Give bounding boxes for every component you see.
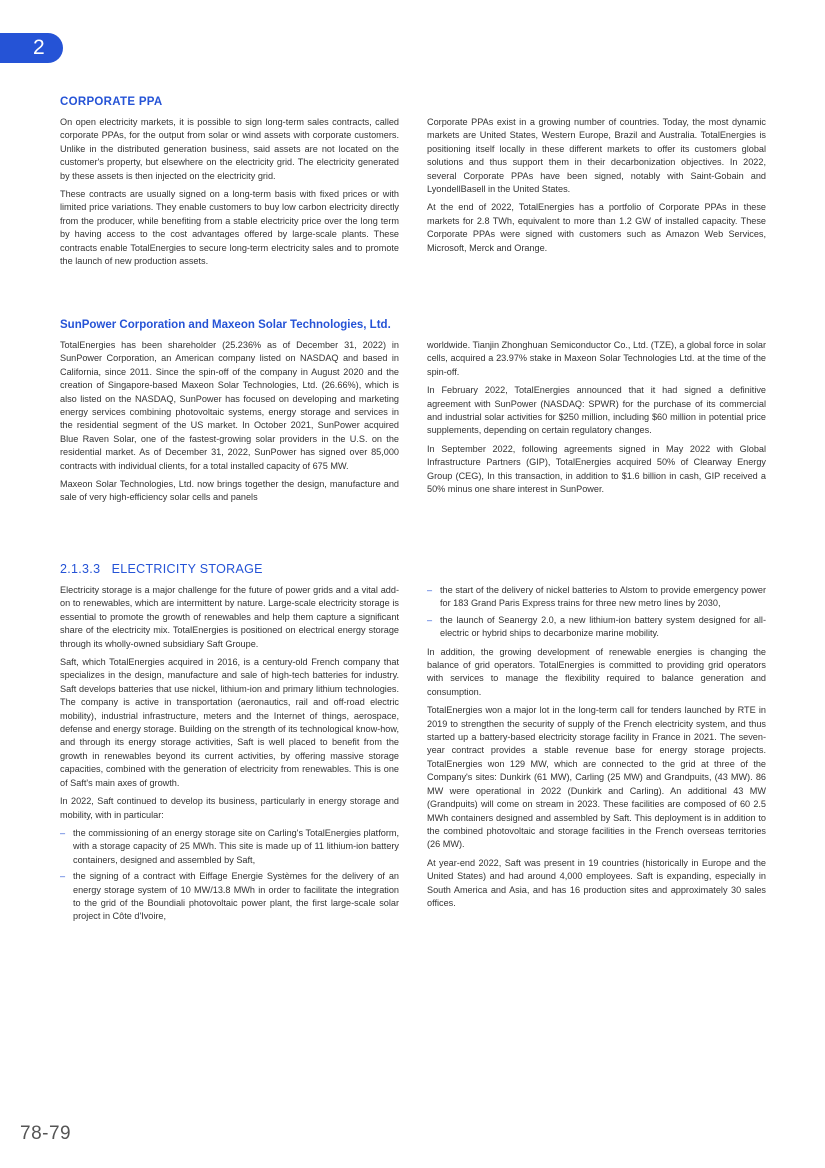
chapter-number: 2 <box>33 36 45 59</box>
paragraph: At the end of 2022, TotalEnergies has a portfolio of Corporate PPAs in these markets for 2.8 TWh, equivalent to more than 1.2 GW of installed capacity. These Corporate PPAs were signed with customers such as Amazon Web Services, Microsoft, Merck and Orange. <box>427 202 766 253</box>
list-item-text: the signing of a contract with Eiffage Energie Systèmes for the delivery of an energy storage system of 10 MW/13.8 MWh in order to facilitate the integration to the grid of the Boundiali photovoltaic power plant, the first large-scale solar project in Côte d'Ivoire, <box>73 871 399 922</box>
list-item <box>427 584 766 611</box>
corporate-ppa-left-column <box>60 116 399 273</box>
sunpower-left-column <box>60 339 399 510</box>
paragraph: TotalEnergies has been shareholder (25.236% as of December 31, 2022) in SunPower Corporation, an American company listed on NASDAQ and based in California, since 2011. Since the spin-off of the company in August 2020 and the creation of Singapore-based Maxeon Solar Technologies, Ltd. (26.66%), which is also listed on the NASDAQ, SunPower has focused on developing and marketing energy services combining photovoltaic systems, energy storage and services in the residential segment of the US market. In October 2021, SunPower acquired Blue Raven Solar, one of the fastest-growing solar providers in the U.S. on the residential market. As of December 31, 2022, SunPower has signed over 85,000 contracts with individual clients, for a total installed capacity of 675 MW. <box>60 340 399 471</box>
paragraph: In addition, the growing development of renewable energies is changing the balance of grid operators. TotalEnergies is committed to providing grid operators with services to manage the flexibility required to balance generation and consumption. <box>427 646 766 697</box>
list-item <box>60 870 399 924</box>
paragraph: TotalEnergies won a major lot in the long-term call for tenders launched by RTE in 2019 to strengthen the security of supply of the French electricity system, and thus started up a battery-based electricity storage facility in France in 2021. The seven-year contract provides a stable revenue base for energy storage projects. TotalEnergies won 129 MW, which are connected to the grid at three of the Company's sites: Dunkirk (61 MW), Carling (25 MW) and Grandpuits, (43 MW). 86 MW were operational in 2022 (Dunkirk and Carling). An additional 43 MW (Grandpuits) will come on stream in 2023. These facilities are composed of 60 2.5 MWh containers designed and assembled by Saft. This deployment is in addition to the combined photovoltaic and storage facilities in the French overseas territories (26 MW). <box>427 705 766 850</box>
electricity-storage-section <box>60 562 766 929</box>
dash-bullet-icon: – <box>427 585 433 595</box>
corporate-ppa-heading: CORPORATE PPA <box>60 96 163 108</box>
paragraph: These contracts are usually signed on a long-term basis with fixed prices or with limited price variations. They enable customers to buy low carbon electricity directly from the producer, while benefiting from a stable electricity price over the long term by having access to the cost advantages offered by large-scale plants. These contracts enable TotalEnergies to secure long-term electricity sales and to promote the launch of new production assets. <box>60 189 399 267</box>
sunpower-heading: SunPower Corporation and Maxeon Solar Technologies, Ltd. <box>60 319 391 331</box>
paragraph: Saft, which TotalEnergies acquired in 2016, is a century-old French company that specializes in the design, manufacture and sale of high-tech batteries for industry. Saft develops batteries that use nickel, lithium-ion and primary lithium technologies. The company is active in transportation (aeronautics, rail and off-road electric mobility), industrial infrastructure, meters and the Internet of things, aerospace, defense and energy storage. Building on the strength of its technological know-how, and through its energy storage activities, Saft is well placed to benefit from the growth in renewables beyond its current activities, by offering massive storage capacities, combined with the generation of electricity from renewables. This is one of Saft's main axes of growth. <box>60 657 399 788</box>
list-item <box>60 827 399 867</box>
electricity-storage-heading: 2.1.3.3 ELECTRICITY STORAGE <box>60 562 263 576</box>
list-item-text: the launch of Seanergy 2.0, a new lithium-ion battery system designed for all-electric or hybrid ships to decarbonize marine mobility. <box>440 614 766 639</box>
paragraph: Corporate PPAs exist in a growing number of countries. Today, the most dynamic markets are United States, Western Europe, Brazil and Australia. TotalEnergies is positioning itself locally in these different markets to offer its customers global solutions and thus support them in their decarbonization objectives. In 2022, several Corporate PPAs have been signed, notably with Saint-Gobain and LyondellBasell in the United States. <box>427 117 766 195</box>
corporate-ppa-right-column <box>427 116 766 273</box>
bullet-list <box>427 584 766 641</box>
sunpower-right-column <box>427 339 766 510</box>
paragraph: Electricity storage is a major challenge for the future of power grids and a vital add-on to renewables, which are intermittent by nature. Large-scale electricity storage is essential to promote the growth of renewables and help them capture a significant share of the electricity mix. TotalEnergies is positioned on electrical energy storage through its wholly-owned subsidiary Saft Groupe. <box>60 585 399 649</box>
paragraph: On open electricity markets, it is possible to sign long-term sales contracts, called corporate PPAs, for the output from solar or wind assets with corporate customers. Unlike in the distributed generation business, said assets are not located on the customer's property, but elsewhere on the electricity grid. The electricity generated by these assets is then injected on the electricity grid. <box>60 117 399 181</box>
dash-bullet-icon: – <box>60 827 66 838</box>
corporate-ppa-section <box>60 96 766 273</box>
page-number: 78-79 <box>20 1123 72 1144</box>
paragraph: In September 2022, following agreements signed in May 2022 with Global Infrastructure Partners (GIP), TotalEnergies acquired 50% of Clearway Energy Group (CEG), In this transaction, in addition to $1.6 billion in cash, GIP received a 50% minus one share interest in SunPower. <box>427 443 766 495</box>
paragraph: At year-end 2022, Saft was present in 19 countries (historically in Europe and the United States) and had around 4,000 employees. Saft is expanding, especially in South America and Asia, and has 16 production sites and approximately 30 sales offices. <box>427 857 766 908</box>
electricity-storage-columns <box>60 584 766 929</box>
list-item <box>427 614 766 641</box>
sunpower-columns <box>60 339 766 510</box>
paragraph: worldwide. Tianjin Zhonghuan Semiconductor Co., Ltd. (TZE), a global force in solar cells, acquired a 23.97% stake in Maxeon Solar Technologies Ltd. at the time of the spin-off. <box>427 340 766 377</box>
list-item-text: the commissioning of an energy storage site on Carling's TotalEnergies platform, with a storage capacity of 25 MWh. This site is made up of 11 lithium-ion battery containers, designed and assembled by Saft, <box>73 827 399 865</box>
dash-bullet-icon: – <box>427 614 433 625</box>
list-item-text: the start of the delivery of nickel batteries to Alstom to provide emergency power for 183 Grand Paris Express trains for three new metro lines by 2030, <box>440 585 766 609</box>
bullet-list <box>60 827 399 924</box>
paragraph: Maxeon Solar Technologies, Ltd. now brings together the design, manufacture and sale of very high-efficiency solar cells and panels <box>60 479 399 503</box>
corporate-ppa-columns <box>60 116 766 273</box>
paragraph: In February 2022, TotalEnergies announced that it had signed a definitive agreement with SunPower (NASDAQ: SPWR) for the purchase of its commercial and industrial solar activities for $250 million, including $60 million in potential price supplements, depending on certain regulatory changes. <box>427 385 766 436</box>
electricity-storage-left-column <box>60 584 399 929</box>
chapter-number-tab <box>0 33 63 63</box>
electricity-storage-right-column <box>427 584 766 929</box>
dash-bullet-icon: – <box>60 871 66 882</box>
sunpower-section <box>60 319 766 510</box>
paragraph: In 2022, Saft continued to develop its business, particularly in energy storage and mobility, with in particular: <box>60 796 399 820</box>
